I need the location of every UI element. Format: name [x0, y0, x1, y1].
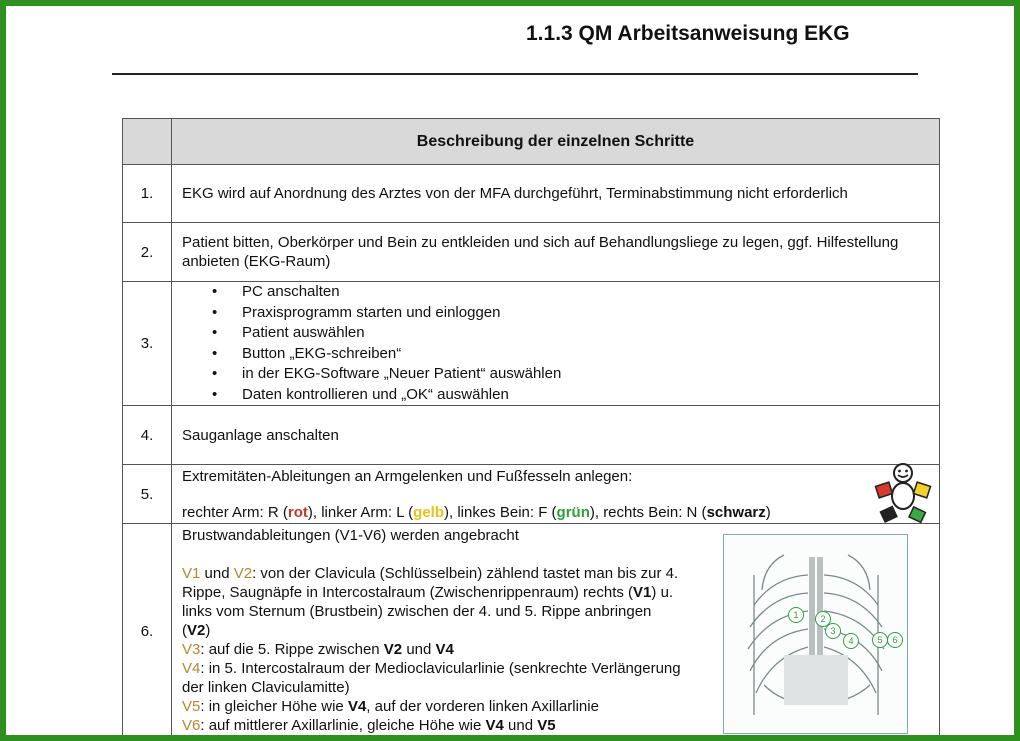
table-header-row	[123, 119, 940, 165]
list-item: • Patient auswählen	[242, 323, 929, 344]
step-text: Brustwandableitungen (V1-V6) werden angebracht	[182, 527, 519, 544]
list-item: • in der EKG-Software „Neuer Patient“ auswählen	[242, 364, 929, 385]
v1-v2-instruction: V1 und V2: von der Clavicula (Schlüsselbein) zählend tastet man bis zur 4. Rippe, Saugnäpfe in Intercostalraum (Zwischenrippenraum) rechts (V1) u. links vom Sternum (Brustbein) zwischen der 4. und 5. Rippe anbringen (V2)	[182, 565, 679, 639]
electrode-marker: 4	[843, 633, 859, 649]
color-black-label: schwarz	[706, 504, 766, 521]
electrode-marker: 5	[872, 632, 888, 648]
electrode-marker: 1	[788, 607, 804, 623]
table-row	[123, 165, 940, 223]
color-yellow-label: gelb	[413, 504, 444, 521]
step-number: 5.	[123, 465, 172, 524]
list-item: • Daten kontrollieren und „OK“ auswählen	[242, 385, 929, 406]
limb-electrode-figure-icon	[873, 462, 933, 524]
steps-table	[122, 118, 940, 740]
list-item: • Button „EKG-schreiben“	[242, 344, 929, 365]
step-text: Sauganlage anschalten	[172, 406, 940, 465]
chest-lead-instructions	[182, 526, 682, 735]
header-num-cell	[123, 119, 172, 165]
electrode-marker: 3	[825, 623, 841, 639]
table-row	[123, 406, 940, 465]
list-item: • Praxisprogramm starten und einloggen	[242, 303, 929, 324]
table-row	[123, 465, 940, 524]
step-text: Patient bitten, Oberkörper und Bein zu entkleiden und sich auf Behandlungsliege zu legen, ggf. Hilfestellung anbieten (EKG-Raum)	[172, 223, 940, 282]
step-bullet-list	[182, 282, 929, 405]
table-row	[123, 223, 940, 282]
v5-instruction: V5: in gleicher Höhe wie V4, auf der vorderen linken Axillarlinie	[182, 698, 599, 715]
v6-instruction: V6: auf mittlerer Axillarlinie, gleiche Höhe wie V4 und V5	[182, 717, 556, 734]
electrode-marker: 6	[887, 632, 903, 648]
step-text: EKG wird auf Anordnung des Arztes von der MFA durchgeführt, Terminabstimmung nicht erforderlich	[172, 165, 940, 223]
color-green-label: grün	[556, 504, 590, 521]
page-title: 1.1.3 QM Arbeitsanweisung EKG	[526, 22, 850, 45]
step-number: 6.	[123, 524, 172, 740]
table-row	[123, 524, 940, 740]
table-row	[123, 282, 940, 406]
step-number: 4.	[123, 406, 172, 465]
header-desc-cell: Beschreibung der einzelnen Schritte	[172, 119, 940, 165]
step-number: 1.	[123, 165, 172, 223]
step-bullets-cell	[172, 282, 940, 406]
limb-lead-colors: rechter Arm: R (rot), linker Arm: L (gelb), linkes Bein: F (grün), rechts Bein: N (schwarz)	[182, 504, 771, 521]
step-text: Extremitäten-Ableitungen an Armgelenken und Fußfesseln anlegen:	[182, 468, 633, 485]
color-red-label: rot	[287, 504, 308, 521]
title-divider	[112, 73, 918, 75]
step-text-cell	[172, 524, 940, 740]
electrode-marker: 2	[815, 611, 831, 627]
step-text-cell	[172, 465, 940, 524]
step-number: 2.	[123, 223, 172, 282]
v4-instruction: V4: in 5. Intercostalraum der Medioclavicularlinie (senkrechte Verlängerung der linken Claviculamitte)	[182, 660, 681, 696]
chest-electrode-diagram	[723, 534, 908, 734]
list-item: • PC anschalten	[242, 282, 929, 303]
v3-instruction: V3: auf die 5. Rippe zwischen V2 und V4	[182, 641, 454, 658]
step-number: 3.	[123, 282, 172, 406]
